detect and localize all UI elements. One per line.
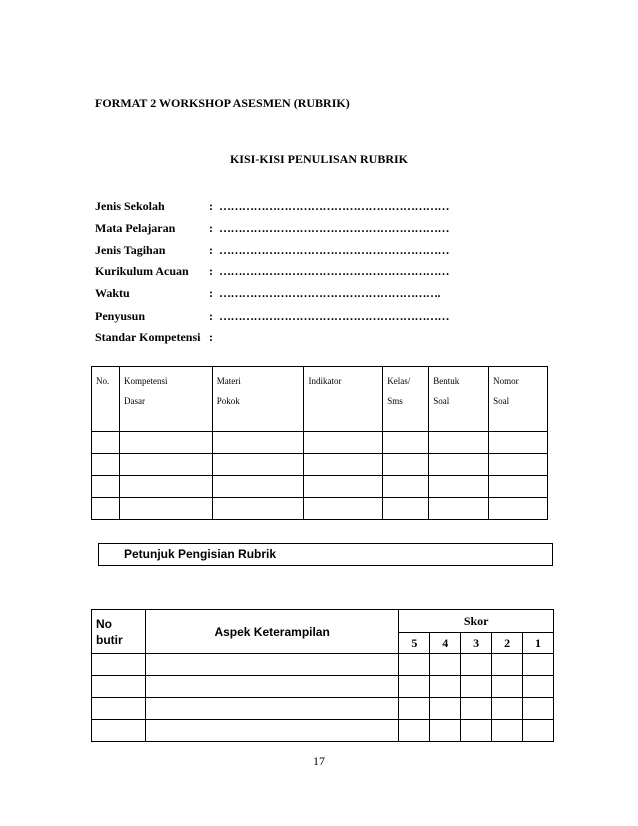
header-no-butir: No butir <box>92 610 146 654</box>
table-cell[interactable] <box>119 498 212 520</box>
table-cell[interactable] <box>429 498 489 520</box>
table-header-row <box>92 367 548 432</box>
table-cell[interactable] <box>212 498 304 520</box>
header-cell-bentuk-soal: Bentuk Soal <box>429 367 489 432</box>
table-cell[interactable] <box>523 698 554 720</box>
info-label: Penyusun <box>95 309 146 323</box>
table-cell[interactable] <box>492 720 523 742</box>
table-cell[interactable] <box>145 654 398 676</box>
info-colon: : <box>209 286 213 300</box>
table-cell[interactable] <box>304 498 383 520</box>
table-cell[interactable] <box>92 432 120 454</box>
table-cell[interactable] <box>461 720 492 742</box>
info-colon: : <box>209 243 213 257</box>
table-cell[interactable] <box>212 432 304 454</box>
info-colon: : <box>209 221 213 235</box>
info-fill-line: …………………………………………………… <box>219 221 449 235</box>
table-cell[interactable] <box>119 454 212 476</box>
table-row <box>92 498 548 520</box>
table-cell[interactable] <box>429 476 489 498</box>
table-cell[interactable] <box>304 476 383 498</box>
table-cell[interactable] <box>430 720 461 742</box>
header-skor: Skor <box>399 610 554 633</box>
rubrik-header-row <box>92 610 554 633</box>
header-cell-kelas-sms: Kelas/ Sms <box>383 367 429 432</box>
table-cell[interactable] <box>461 654 492 676</box>
table-cell[interactable] <box>92 498 120 520</box>
info-colon: : <box>209 264 213 278</box>
info-fill-line: …………………………………………………… <box>219 243 449 257</box>
kisi-kisi-table <box>91 366 548 520</box>
header-cell-nomor-soal: Nomor Soal <box>489 367 548 432</box>
table-cell[interactable] <box>399 676 430 698</box>
table-cell[interactable] <box>489 432 548 454</box>
table-row <box>92 720 554 742</box>
table-cell[interactable] <box>489 498 548 520</box>
petunjuk-label: Petunjuk Pengisian Rubrik <box>124 547 277 561</box>
table-cell[interactable] <box>399 720 430 742</box>
table-row <box>92 676 554 698</box>
petunjuk-box <box>98 543 553 566</box>
header-cell-kompetensi-dasar: Kompetensi Dasar <box>119 367 212 432</box>
info-colon: : <box>209 330 213 344</box>
table-cell[interactable] <box>145 698 398 720</box>
header-aspek-keterampilan: Aspek Keterampilan <box>145 610 398 654</box>
table-cell[interactable] <box>145 676 398 698</box>
table-cell[interactable] <box>492 676 523 698</box>
rubrik-table <box>91 609 554 742</box>
table-row <box>92 654 554 676</box>
skor-1: 1 <box>523 633 554 654</box>
info-colon: : <box>209 309 213 323</box>
table-cell[interactable] <box>461 698 492 720</box>
table-cell[interactable] <box>212 476 304 498</box>
table-cell[interactable] <box>523 720 554 742</box>
table-cell[interactable] <box>430 698 461 720</box>
info-fill-line: …………………………………………………… <box>219 309 449 323</box>
table-cell[interactable] <box>461 676 492 698</box>
table-cell[interactable] <box>145 720 398 742</box>
table-cell[interactable] <box>383 498 429 520</box>
table-cell[interactable] <box>92 720 146 742</box>
info-fill-line: …………………………………………………. <box>219 286 440 300</box>
info-colon: : <box>209 199 213 213</box>
page-number: 17 <box>313 754 325 768</box>
info-fill-line: …………………………………………………… <box>219 199 449 213</box>
info-label: Kurikulum Acuan <box>95 264 189 278</box>
table-cell[interactable] <box>429 432 489 454</box>
info-label: Mata Pelajaran <box>95 221 176 235</box>
table-cell[interactable] <box>212 454 304 476</box>
skor-4: 4 <box>430 633 461 654</box>
info-label: Standar Kompetensi <box>95 330 201 344</box>
table-cell[interactable] <box>383 454 429 476</box>
table-cell[interactable] <box>399 698 430 720</box>
table-cell[interactable] <box>399 654 430 676</box>
table-cell[interactable] <box>383 476 429 498</box>
table-cell[interactable] <box>92 454 120 476</box>
format-title: FORMAT 2 WORKSHOP ASESMEN (RUBRIK) <box>95 96 350 110</box>
table-row <box>92 476 548 498</box>
skor-2: 2 <box>492 633 523 654</box>
skor-5: 5 <box>399 633 430 654</box>
info-label: Jenis Sekolah <box>95 199 165 213</box>
table-cell[interactable] <box>489 454 548 476</box>
table-cell[interactable] <box>429 454 489 476</box>
table-row <box>92 698 554 720</box>
table-cell[interactable] <box>430 676 461 698</box>
table-cell[interactable] <box>92 676 146 698</box>
table-cell[interactable] <box>119 432 212 454</box>
table-cell[interactable] <box>92 698 146 720</box>
header-cell-indikator: Indikator <box>304 367 383 432</box>
table-cell[interactable] <box>304 432 383 454</box>
table-cell[interactable] <box>430 654 461 676</box>
header-cell-no: No. <box>92 367 120 432</box>
info-label: Waktu <box>95 286 130 300</box>
table-cell[interactable] <box>492 698 523 720</box>
header-cell-materi-pokok: Materi Pokok <box>212 367 304 432</box>
table-cell[interactable] <box>92 476 120 498</box>
table-cell[interactable] <box>489 476 548 498</box>
kisi-title: KISI-KISI PENULISAN RUBRIK <box>229 152 409 166</box>
info-fill-line: …………………………………………………… <box>219 264 449 278</box>
table-cell[interactable] <box>492 654 523 676</box>
skor-3: 3 <box>461 633 492 654</box>
table-cell[interactable] <box>304 454 383 476</box>
info-label: Jenis Tagihan <box>95 243 166 257</box>
table-cell[interactable] <box>92 654 146 676</box>
table-row <box>92 432 548 454</box>
table-cell[interactable] <box>523 676 554 698</box>
table-cell[interactable] <box>383 432 429 454</box>
table-row <box>92 454 548 476</box>
table-cell[interactable] <box>523 654 554 676</box>
table-cell[interactable] <box>119 476 212 498</box>
